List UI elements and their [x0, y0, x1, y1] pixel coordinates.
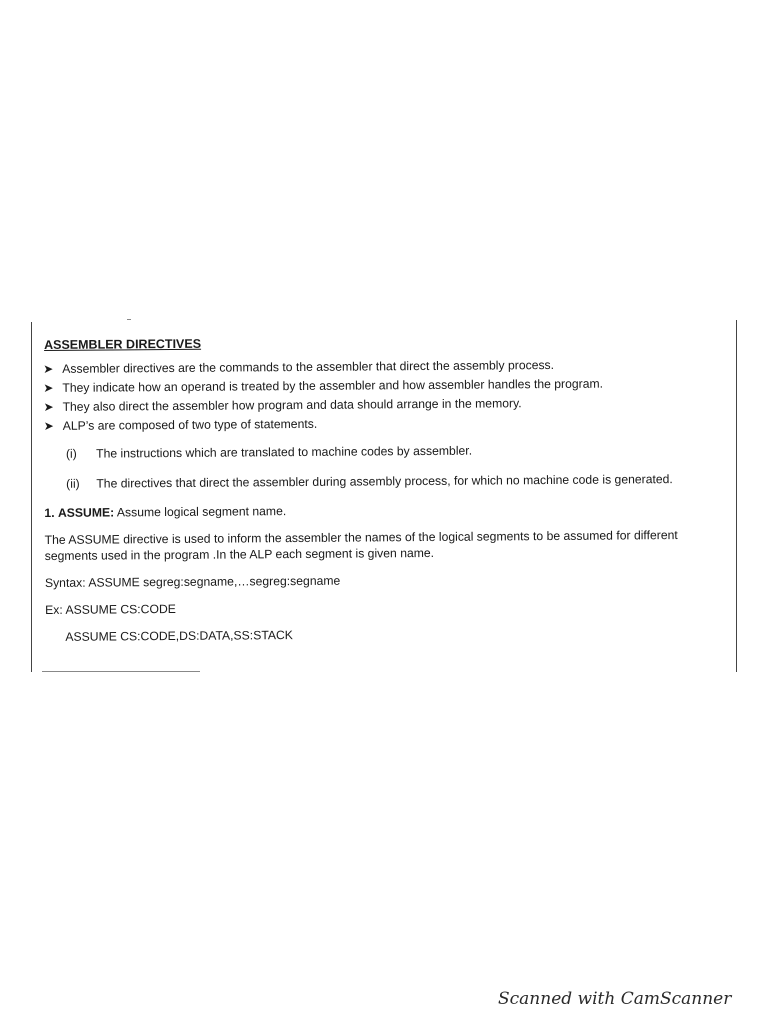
scan-mark [127, 319, 131, 320]
item-text: The directives that direct the assembler during assembly process, for which no machine code is generated. [96, 471, 673, 491]
bullet-text: Assembler directives are the commands to the assembler that direct the assembly process. [62, 358, 555, 377]
item-text: The instructions which are translated to machine codes by assembler. [96, 443, 473, 461]
bullet-text: They also direct the assembler how program and data should arrange in the memory. [62, 396, 522, 414]
statement-type-item [66, 441, 724, 462]
bullet-list [43, 357, 724, 435]
section-heading-text: Assume logical segment name. [116, 504, 287, 520]
bullet-item [43, 395, 723, 416]
bullet-item [43, 357, 723, 378]
left-border-line [31, 322, 32, 672]
document-title: ASSEMBLER DIRECTIVES [44, 336, 202, 352]
statement-types-list [66, 441, 724, 492]
example-line: Ex: ASSUME CS:CODE [45, 601, 176, 617]
arrow-bullet-icon: ➤ [43, 418, 54, 433]
camscanner-watermark: Scanned with CamScanner [498, 989, 732, 1009]
section-heading [44, 501, 724, 522]
arrow-bullet-icon: ➤ [43, 362, 54, 377]
bullet-text: ALP’s are composed of two type of statements. [62, 416, 318, 433]
arrow-bullet-icon: ➤ [43, 381, 54, 396]
bullet-item [44, 413, 724, 434]
item-number: (i) [65, 446, 77, 461]
bottom-divider-line [42, 671, 200, 672]
section-number: 1. [44, 506, 55, 521]
right-border-line [736, 320, 737, 672]
section-label: ASSUME: [57, 505, 115, 521]
statement-type-item [66, 471, 724, 492]
item-number: (ii) [66, 476, 80, 491]
document-content [43, 332, 725, 646]
section-paragraph: The ASSUME directive is used to inform the assembler the names of the logical segments to be assumed for different segments used in the program .In the ALP each segment is given name. [44, 528, 678, 564]
syntax-line: Syntax: ASSUME segreg:segname,…segreg:segname [44, 573, 341, 590]
bullet-item [43, 376, 723, 397]
arrow-bullet-icon: ➤ [43, 399, 54, 414]
example-line-continued: ASSUME CS:CODE,DS:DATA,SS:STACK [65, 627, 293, 644]
bullet-text: They indicate how an operand is treated by the assembler and how assembler handles the program. [62, 376, 604, 395]
